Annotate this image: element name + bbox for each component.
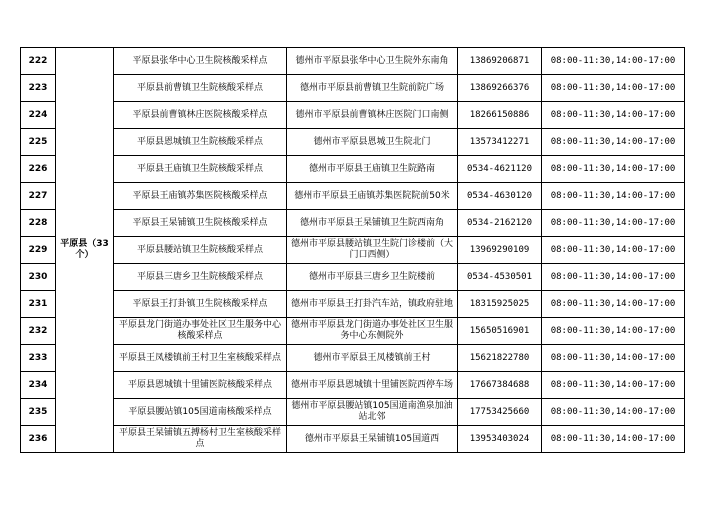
- table-row: [21, 399, 685, 426]
- row-number: 230: [21, 264, 56, 291]
- site-phone: 13953403024: [458, 426, 542, 453]
- site-name: 平原县王庙镇苏集医院核酸采样点: [114, 183, 287, 210]
- site-phone: 15650516901: [458, 318, 542, 345]
- row-number: 227: [21, 183, 56, 210]
- table-row: [21, 48, 685, 75]
- table-row: [21, 183, 685, 210]
- site-name: 平原县三唐乡卫生院核酸采样点: [114, 264, 287, 291]
- site-address: 德州市平原县王凤楼镇前王村: [287, 345, 458, 372]
- site-address: 德州市平原县王杲铺镇105国道西: [287, 426, 458, 453]
- site-address: 德州市平原县三唐乡卫生院楼前: [287, 264, 458, 291]
- table-row: [21, 264, 685, 291]
- table-row: [21, 75, 685, 102]
- site-hours: 08:00-11:30,14:00-17:00: [542, 129, 685, 156]
- site-name: 平原县腰站镇卫生院核酸采样点: [114, 237, 287, 264]
- site-hours: 08:00-11:30,14:00-17:00: [542, 399, 685, 426]
- row-number: 229: [21, 237, 56, 264]
- site-address: 德州市平原县前曹镇林庄医院门口南侧: [287, 102, 458, 129]
- row-number: 233: [21, 345, 56, 372]
- site-phone: 0534-2162120: [458, 210, 542, 237]
- site-hours: 08:00-11:30,14:00-17:00: [542, 426, 685, 453]
- site-name: 平原县腰站镇105国道南核酸采样点: [114, 399, 287, 426]
- row-number: 224: [21, 102, 56, 129]
- site-address: 德州市平原县恩城镇十里铺医院西停车场: [287, 372, 458, 399]
- site-hours: 08:00-11:30,14:00-17:00: [542, 75, 685, 102]
- table-row: [21, 345, 685, 372]
- site-hours: 08:00-11:30,14:00-17:00: [542, 345, 685, 372]
- table-row: [21, 237, 685, 264]
- site-address: 德州市平原县腰站镇卫生院门诊楼前（大门口西侧）: [287, 237, 458, 264]
- site-name: 平原县王杲铺镇五搏杨村卫生室核酸采样点: [114, 426, 287, 453]
- table-row: [21, 372, 685, 399]
- site-name: 平原县前曹镇林庄医院核酸采样点: [114, 102, 287, 129]
- site-address: 德州市平原县王杲铺镇卫生院西南角: [287, 210, 458, 237]
- table-row: [21, 129, 685, 156]
- site-address: 德州市平原县恩城卫生院北门: [287, 129, 458, 156]
- site-hours: 08:00-11:30,14:00-17:00: [542, 183, 685, 210]
- site-phone: 13869206871: [458, 48, 542, 75]
- table-row: [21, 426, 685, 453]
- row-number: 223: [21, 75, 56, 102]
- site-phone: 18315925025: [458, 291, 542, 318]
- site-phone: 13869266376: [458, 75, 542, 102]
- site-address: 德州市平原县腰站镇105国道南渔泉加油站北邻: [287, 399, 458, 426]
- site-address: 德州市平原县前曹镇卫生院前院广场: [287, 75, 458, 102]
- site-hours: 08:00-11:30,14:00-17:00: [542, 156, 685, 183]
- site-name: 平原县王凤楼镇前王村卫生室核酸采样点: [114, 345, 287, 372]
- site-address: 德州市平原县龙门街道办事处社区卫生服务中心东侧院外: [287, 318, 458, 345]
- site-address: 德州市平原县王庙镇卫生院路南: [287, 156, 458, 183]
- site-name: 平原县恩城镇卫生院核酸采样点: [114, 129, 287, 156]
- site-hours: 08:00-11:30,14:00-17:00: [542, 291, 685, 318]
- table-row: [21, 156, 685, 183]
- table-row: [21, 291, 685, 318]
- site-phone: 18266150886: [458, 102, 542, 129]
- site-name: 平原县王打卦镇卫生院核酸采样点: [114, 291, 287, 318]
- site-name: 平原县王杲铺镇卫生院核酸采样点: [114, 210, 287, 237]
- table-body: [21, 48, 685, 453]
- site-phone: 13969290109: [458, 237, 542, 264]
- site-name: 平原县龙门街道办事处社区卫生服务中心核酸采样点: [114, 318, 287, 345]
- site-hours: 08:00-11:30,14:00-17:00: [542, 318, 685, 345]
- row-number: 231: [21, 291, 56, 318]
- site-address: 德州市平原县王庙镇苏集医院院前50米: [287, 183, 458, 210]
- site-name: 平原县王庙镇卫生院核酸采样点: [114, 156, 287, 183]
- row-number: 222: [21, 48, 56, 75]
- site-phone: 17667384688: [458, 372, 542, 399]
- site-address: 德州市平原县王打卦汽车站，镇政府驻地: [287, 291, 458, 318]
- row-number: 228: [21, 210, 56, 237]
- sampling-sites-table: [20, 47, 685, 453]
- site-name: 平原县恩城镇十里铺医院核酸采样点: [114, 372, 287, 399]
- site-name: 平原县张华中心卫生院核酸采样点: [114, 48, 287, 75]
- site-phone: 13573412271: [458, 129, 542, 156]
- site-hours: 08:00-11:30,14:00-17:00: [542, 372, 685, 399]
- site-phone: 0534-4621120: [458, 156, 542, 183]
- row-number: 226: [21, 156, 56, 183]
- table-row: [21, 102, 685, 129]
- site-hours: 08:00-11:30,14:00-17:00: [542, 237, 685, 264]
- table-row: [21, 318, 685, 345]
- site-hours: 08:00-11:30,14:00-17:00: [542, 48, 685, 75]
- county-cell: 平原县（33个）: [56, 48, 114, 453]
- site-phone: 17753425660: [458, 399, 542, 426]
- site-hours: 08:00-11:30,14:00-17:00: [542, 102, 685, 129]
- row-number: 235: [21, 399, 56, 426]
- site-name: 平原县前曹镇卫生院核酸采样点: [114, 75, 287, 102]
- row-number: 232: [21, 318, 56, 345]
- table-row: [21, 210, 685, 237]
- row-number: 236: [21, 426, 56, 453]
- site-phone: 0534-4630120: [458, 183, 542, 210]
- site-phone: 0534-4530501: [458, 264, 542, 291]
- site-phone: 15621822780: [458, 345, 542, 372]
- row-number: 234: [21, 372, 56, 399]
- site-address: 德州市平原县张华中心卫生院外东南角: [287, 48, 458, 75]
- site-hours: 08:00-11:30,14:00-17:00: [542, 264, 685, 291]
- row-number: 225: [21, 129, 56, 156]
- site-hours: 08:00-11:30,14:00-17:00: [542, 210, 685, 237]
